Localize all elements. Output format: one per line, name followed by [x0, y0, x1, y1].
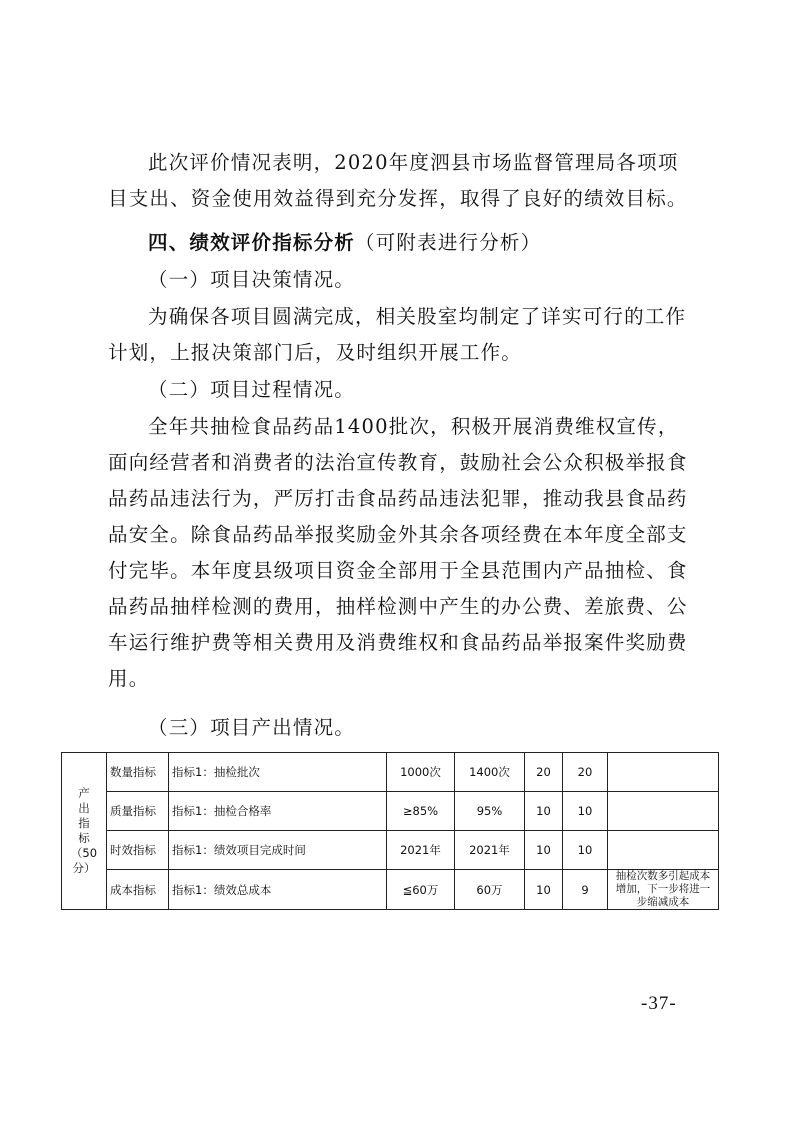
metric-score: 20 — [563, 753, 608, 792]
metric-score: 10 — [563, 831, 608, 870]
metric-actual: 95% — [455, 792, 525, 831]
section4-note: （可附表进行分析） — [355, 231, 542, 254]
category-char: 产 — [78, 786, 90, 800]
category-char: 出 — [78, 801, 90, 815]
section4-title: 四、绩效评价指标分析 — [148, 231, 356, 254]
subsection2-title: （二）项目过程情况。 — [148, 378, 356, 401]
category-cell — [62, 753, 107, 910]
table-row — [62, 870, 719, 910]
output-metrics-table — [61, 752, 719, 910]
table-row — [62, 831, 719, 870]
category-char: 指 — [78, 816, 90, 830]
metric-note — [608, 792, 719, 831]
table-row — [62, 753, 719, 792]
metric-note — [608, 753, 719, 792]
metric-indicator: 指标1：抽检合格率 — [169, 792, 387, 831]
subsection2-body: 全年共抽检食品药品1400批次，积极开展消费维权宣传，面向经营者和消费者的法治宣传教育，鼓励社会公众积极举报食品药品违法行为，严厉打击食品药品违法犯罪，推动我县食品药品安全。除食品药品举报奖励金外其余各项经费在本年度全部支付完毕。本年度县级项目资金全部用于全县范围内产品抽检、食品药品抽样检测的费用，抽样检测中产生的办公费、差旅费、公车运行维护费等相关费用及消费维权和食品药品举报案件奖励费用。 — [108, 415, 688, 690]
metric-indicator: 指标1：抽检批次 — [169, 753, 387, 792]
metric-type: 成本指标 — [107, 870, 169, 910]
metric-type: 时效指标 — [107, 831, 169, 870]
metric-type: 质量指标 — [107, 792, 169, 831]
category-score: （50分） — [70, 846, 98, 875]
metric-note — [608, 831, 719, 870]
metric-score: 10 — [563, 792, 608, 831]
metric-weight: 20 — [525, 753, 563, 792]
section4-heading — [148, 225, 541, 261]
metric-target: 1000次 — [387, 753, 455, 792]
metric-type: 数量指标 — [107, 753, 169, 792]
metric-weight: 10 — [525, 831, 563, 870]
metric-target: 2021年 — [387, 831, 455, 870]
metric-target: ≦60万 — [387, 870, 455, 910]
table-row — [62, 792, 719, 831]
subsection3-title: （三）项目产出情况。 — [148, 716, 356, 739]
metric-weight: 10 — [525, 792, 563, 831]
metric-actual: 1400次 — [455, 753, 525, 792]
page-number: -37- — [641, 993, 677, 1014]
category-char: 标 — [78, 831, 90, 845]
metric-actual: 2021年 — [455, 831, 525, 870]
metric-target: ≥85% — [387, 792, 455, 831]
subsection1-title: （一）项目决策情况。 — [148, 268, 356, 291]
conclusion-paragraph: 此次评价情况表明，2020年度泗县市场监督管理局各项项目支出、资金使用效益得到充分发挥，取得了良好的绩效目标。 — [108, 151, 688, 210]
metric-score: 9 — [563, 870, 608, 910]
metric-note: 抽检次数多引起成本增加，下一步将进一步缩减成本 — [608, 870, 719, 910]
metric-actual: 60万 — [455, 870, 525, 910]
metric-weight: 10 — [525, 870, 563, 910]
metric-indicator: 指标1：绩效项目完成时间 — [169, 831, 387, 870]
metric-indicator: 指标1：绩效总成本 — [169, 870, 387, 910]
subsection1-body: 为确保各项目圆满完成，相关股室均制定了详实可行的工作计划，上报决策部门后，及时组织开展工作。 — [108, 305, 687, 364]
